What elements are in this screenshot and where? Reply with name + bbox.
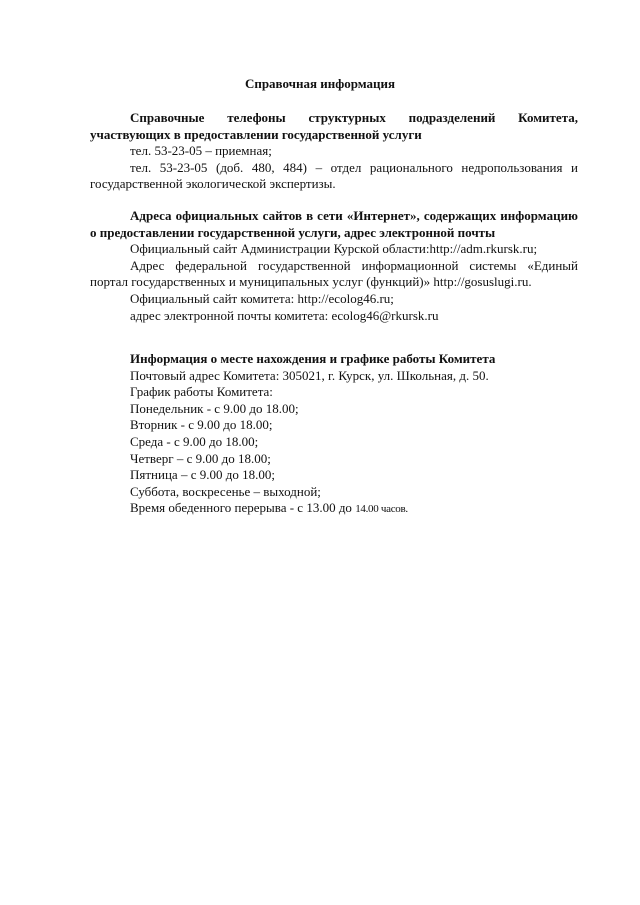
document-title: Справочная информация [244,76,396,91]
phones-heading: Справочные телефоны структурных подразделений Комитета, участвующих в предоставлении государственной услуги [90,110,578,142]
schedule-lunch [90,500,578,518]
phone-reception: тел. 53-23-05 – приемная; [130,143,272,159]
committee-site-line: Официальный сайт комитета: http://ecolog46.ru; [130,290,394,306]
admin-site-line: Официальный сайт Администрации Курской области:http://adm.rkursk.ru; [130,241,538,257]
schedule-thursday: Четверг – с 9.00 до 18.00; [130,450,271,466]
schedule-tuesday: Вторник - с 9.00 до 18.00; [130,417,273,433]
schedule-weekend: Суббота, воскресенье – выходной; [130,483,321,499]
schedule-monday: Понедельник - с 9.00 до 18.00; [130,400,299,416]
schedule-section [90,351,578,518]
lunch-prefix: Время обеденного перерыва - с 13.00 до [130,500,356,516]
sites-section [90,208,578,324]
postal-address: Почтовый адрес Комитета: 305021, г. Курск, ул. Школьная, д. 50. [130,367,489,383]
phone-department: тел. 53-23-05 (доб. 480, 484) – отдел рационального недропользования и государственной экологической экспертизы. [90,159,578,192]
lunch-suffix: 14.00 часов. [355,503,408,516]
phones-section [90,110,578,193]
sites-heading: Адреса официальных сайтов в сети «Интернет», содержащих информацию о предоставлении государственной услуги, адрес электронной почты [90,208,578,240]
schedule-wednesday: Среда - с 9.00 до 18.00; [130,433,259,449]
schedule-friday: Пятница – с 9.00 до 18.00; [130,467,275,483]
schedule-label: График работы Комитета: [130,384,273,400]
email-line: адрес электронной почты комитета: ecolog46@rkursk.ru [130,307,439,323]
gosuslugi-line: Адрес федеральной государственной информационной системы «Единый портал государственных и муниципальных услуг (функций)» http://gosuslugi.ru. [90,257,578,290]
schedule-heading: Информация о месте нахождения и графике работы Комитета [130,351,496,366]
